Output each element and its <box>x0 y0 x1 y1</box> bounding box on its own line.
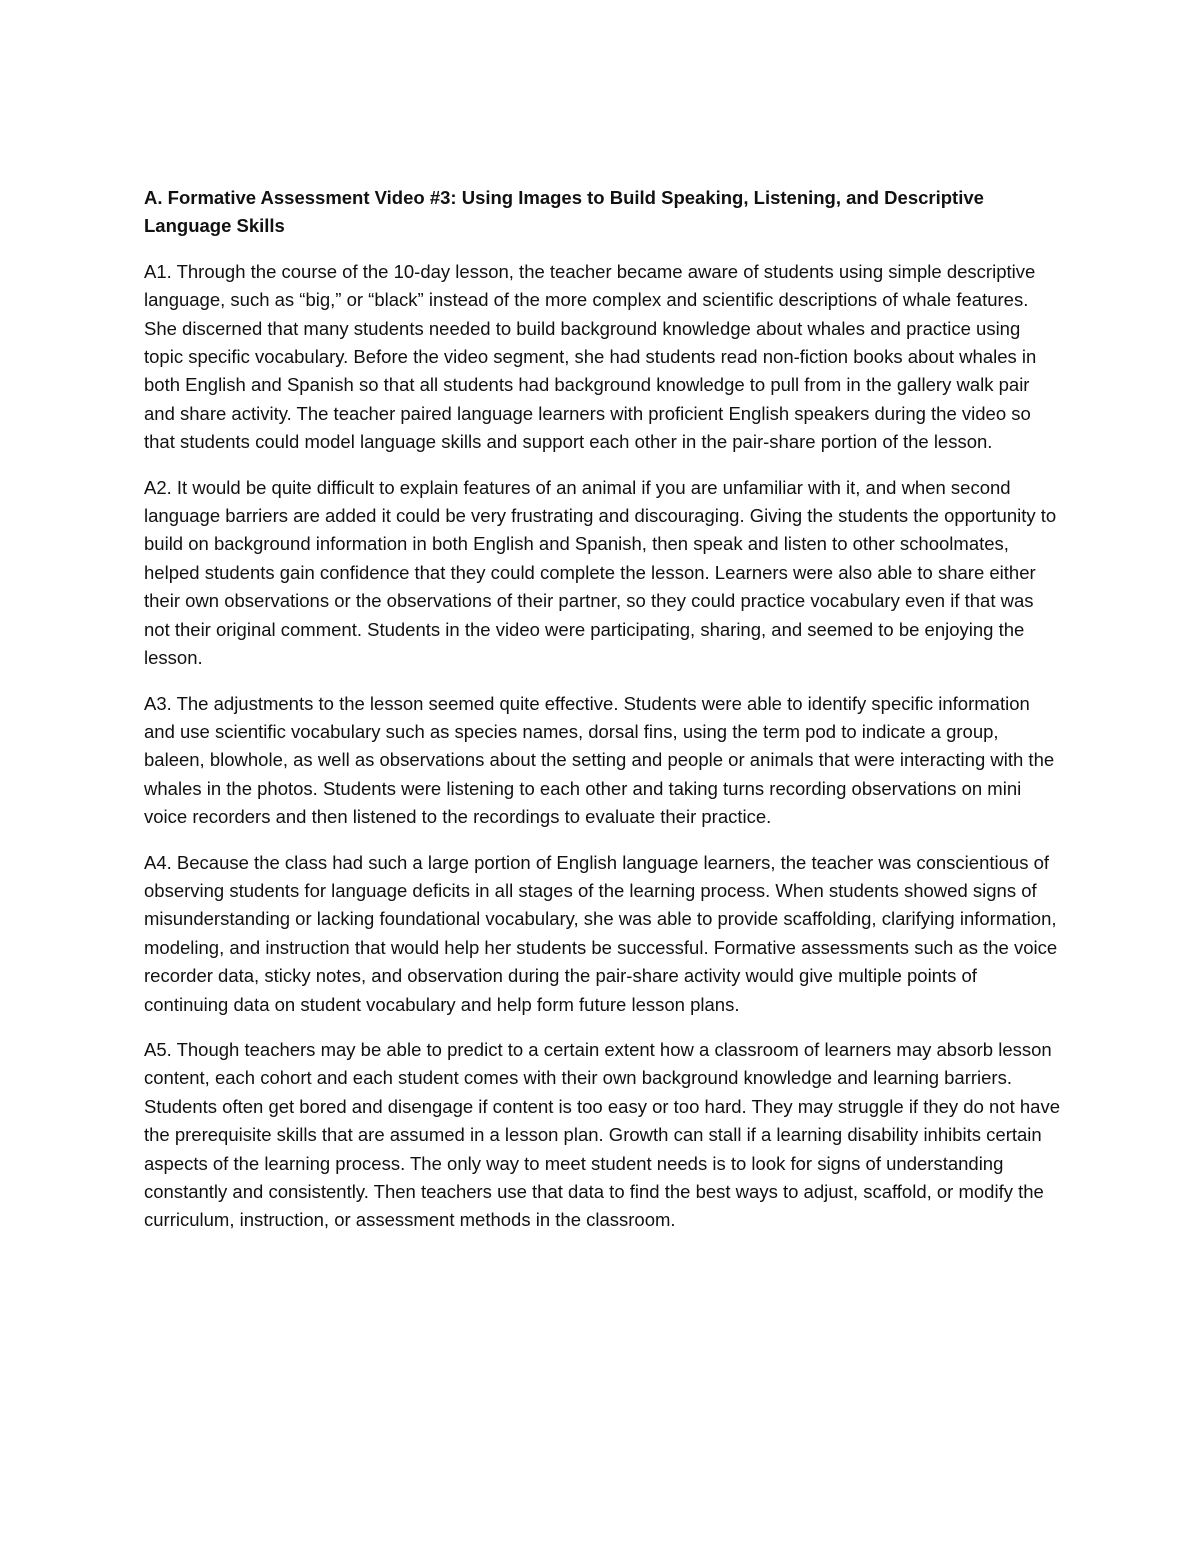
section-a5 <box>144 1036 1062 1235</box>
section-label: A2. <box>144 476 172 498</box>
section-text: Because the class had such a large portion of English language learners, the teacher was conscientious of observing students for language deficits in all stages of the learning process. When students showed signs of misunderstanding or lacking foundational vocabulary, she was able to provide scaffolding, clarifying information, modeling, and instruction that would help her students be successful. Formative assessments such as the voice recorder data, sticky notes, and observation during the pair-share activity would give multiple points of continuing data on student vocabulary and help form future lesson plans. <box>144 851 1058 1015</box>
section-label: A3. <box>144 692 172 714</box>
section-text: The adjustments to the lesson seemed quite effective. Students were able to identify specific information and use scientific vocabulary such as species names, dorsal fins, using the term pod to indicate a group, baleen, blowhole, as well as observations about the setting and people or animals that were interacting with the whales in the photos. Students were listening to each other and taking turns recording observations on mini voice recorders and then listened to the recordings to evaluate their practice. <box>144 692 1055 828</box>
section-label: A5. <box>144 1038 172 1060</box>
section-a2 <box>144 474 1062 673</box>
section-a4 <box>144 849 1062 1019</box>
section-label: A1. <box>144 260 172 282</box>
section-text: It would be quite difficult to explain features of an animal if you are unfamiliar with it, and when second language barriers are added it could be very frustrating and discouraging. Giving the students the opportunity to build on background information in both English and Spanish, then speak and listen to other schoolmates, helped students gain confidence that they could complete the lesson. Learners were also able to share either their own observations or the observations of their partner, so they could practice vocabulary even if that was not their original comment. Students in the video were participating, sharing, and seemed to be enjoying the lesson. <box>144 476 1057 669</box>
document-page <box>144 184 1062 1252</box>
section-label: A4. <box>144 851 172 873</box>
document-title: A. Formative Assessment Video #3: Using Images to Build Speaking, Listening, and Descriptive Language Skills <box>144 187 984 237</box>
section-a3 <box>144 690 1062 832</box>
section-text: Though teachers may be able to predict to a certain extent how a classroom of learners may absorb lesson content, each cohort and each student comes with their own background knowledge and learning barriers. Students often get bored and disengage if content is too easy or too hard. They may struggle if they do not have the prerequisite skills that are assumed in a lesson plan. Growth can stall if a learning disability inhibits certain aspects of the learning process. The only way to meet student needs is to look for signs of understanding constantly and consistently. Then teachers use that data to find the best ways to adjust, scaffold, or modify the curriculum, instruction, or assessment methods in the classroom. <box>144 1038 1061 1231</box>
section-text: Through the course of the 10-day lesson, the teacher became aware of students using simple descriptive language, such as “big,” or “black” instead of the more complex and scientific descriptions of whale features. She discerned that many students needed to build background knowledge about whales and practice using topic specific vocabulary. Before the video segment, she had students read non-fiction books about whales in both English and Spanish so that all students had background knowledge to pull from in the gallery walk pair and share activity. The teacher paired language learners with proficient English speakers during the video so that students could model language skills and support each other in the pair-share portion of the lesson. <box>144 260 1037 453</box>
section-a1 <box>144 258 1062 457</box>
